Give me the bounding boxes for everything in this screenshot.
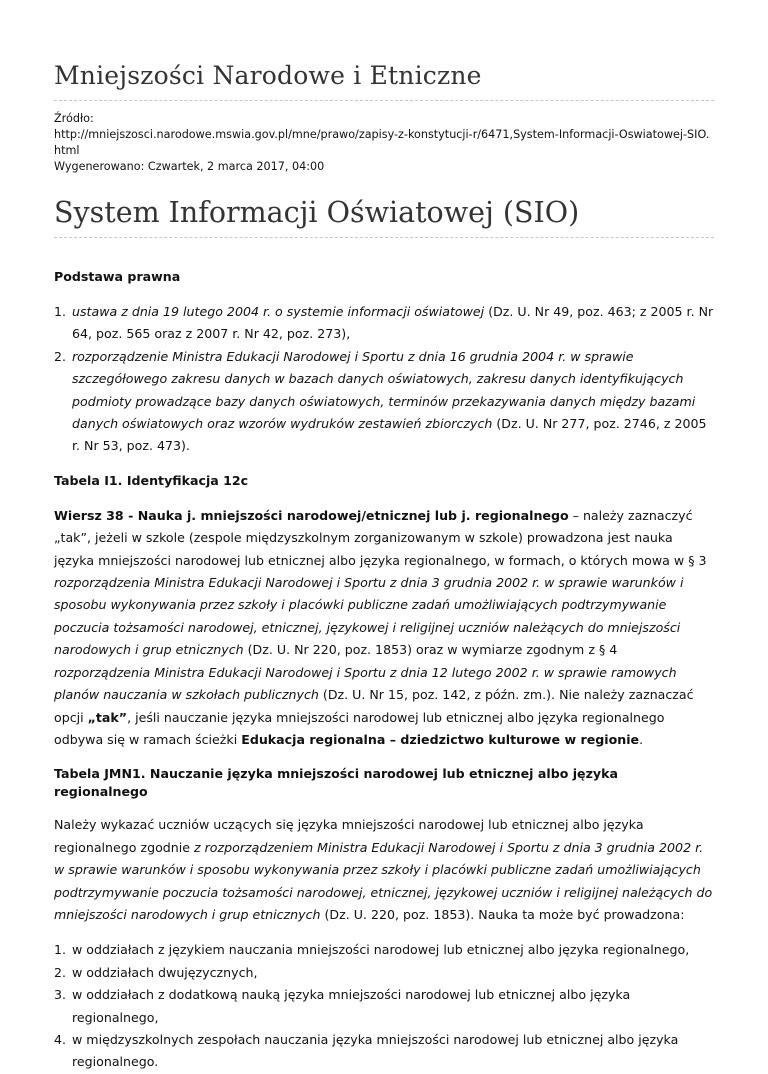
paragraph-text: . [639, 731, 644, 747]
list-item [54, 301, 714, 346]
paragraph-text: Należy wykazać uczniów uczących się języka mniejszości narodowej lub etnicznej albo języka regionalnego zgodnie [54, 817, 644, 855]
list-item [54, 939, 714, 961]
list-number: 2. [54, 348, 67, 364]
source-label: Źródło: [54, 112, 94, 125]
list-number: 3. [54, 987, 67, 1003]
path-name: Edukacja regionalna – dziedzictwo kulturowe w regionie [241, 731, 640, 747]
regulation-title: rozporządzenia Ministra Edukacji Narodowej i Sportu z dnia 12 lutego 2002 r. w sprawie ramowych planów nauczania w szkołach publicznych [54, 664, 677, 703]
list-number: 1. [54, 942, 67, 958]
list-text: w oddziałach dwujęzycznych, [72, 964, 258, 980]
divider [54, 100, 714, 101]
paragraph-text: (Dz. U. Nr 220, poz. 1853) oraz w wymiarze zgodnym z § 4 [243, 642, 618, 658]
paragraph-text: – należy zaznaczyć „tak”, jeżeli w szkole (zespole międzyszkolnym zorganizowanym w szkole) prowadzona jest nauka języka mniejszości narodowej lub etnicznej albo języka regionalnego, w formach, o których mowa w § 3 [54, 507, 707, 568]
row-38-title: Wiersz 38 - Nauka j. mniejszości narodowej/etnicznej lub j. regionalnego [54, 507, 569, 523]
site-title: Mniejszości Narodowe i Etniczne [54, 61, 482, 90]
paragraph-text: (Dz. U. 220, poz. 1853). Nauka ta może być prowadzona: [320, 906, 685, 922]
legal-basis-section [54, 268, 714, 458]
list-text: w międzyszkolnych zespołach nauczania języka mniejszości narodowej lub etnicznej albo języka regionalnego. [72, 1031, 679, 1070]
regulation-title: z rozporządzeniem Ministra Edukacji Narodowej i Sportu z dnia 3 grudnia 2002 r. w sprawie warunków i sposobu wykonywania przez szkoły i placówki publiczne zadań umożliwiających podtrzymywanie poczucia tożsamości narodowej, etnicznej, językowej uczniów i religijnej należących do mniejszości narodowych i grup etnicznych [54, 839, 713, 922]
act-reference: (Dz. U. Nr 277, poz. 2746, z 2005 r. Nr 53, poz. 473). [72, 416, 707, 454]
act-reference: (Dz. U. Nr 49, poz. 463; z 2005 r. Nr 64, poz. 565 oraz z 2007 r. Nr 42, poz. 273), [72, 304, 714, 342]
list-text: w oddziałach z językiem nauczania mniejszości narodowej lub etnicznej albo języka regionalnego, [72, 942, 690, 958]
source-url[interactable]: http://mniejszosci.narodowe.mswia.gov.pl/mne/prawo/zapisy-z-konstytucji-r/6471,System-Informacji-Oswiatowej-SIO.html [54, 128, 710, 157]
paragraph-text: , jeśli nauczanie języka mniejszości narodowej lub etnicznej albo języka regionalnego odbywa się w ramach ścieżki [54, 709, 665, 747]
list-item [54, 1029, 714, 1074]
document-title: System Informacji Oświatowej (SIO) [54, 196, 580, 229]
generated-date: Wygenerowano: Czwartek, 2 marca 2017, 04:00 [54, 160, 325, 173]
act-title: ustawa z dnia 19 lutego 2004 r. o systemie informacji oświatowej [72, 304, 485, 319]
paragraph-text: (Dz. U. Nr 15, poz. 142, z późn. zm.). Nie należy zaznaczać opcji [54, 687, 694, 725]
table-i1-section [54, 472, 714, 751]
act-title: rozporządzenie Ministra Edukacji Narodowej i Sportu z dnia 16 grudnia 2004 r. w sprawie szczegółowego zakresu danych w bazach danych oświatowych, zakresu danych identyfikujących podmioty prowadzące bazy danych oświatowych, terminów przekazywania danych między bazami danych oświatowych oraz wzorów wydruków zestawień zbiorczych [72, 348, 696, 432]
jmn1-paragraph [54, 814, 714, 926]
list-item [54, 962, 714, 984]
row-38-paragraph [54, 505, 714, 751]
legal-basis-heading: Podstawa prawna [54, 269, 181, 284]
list-text: w oddziałach z dodatkową nauką języka mniejszości narodowej lub etnicznej albo języka regionalnego, [72, 987, 631, 1025]
list-item [54, 346, 714, 458]
list-number: 1. [54, 304, 67, 319]
legal-basis-list [54, 301, 714, 458]
list-item [54, 984, 714, 1029]
source-meta [54, 111, 714, 175]
option-tak: „tak” [87, 709, 128, 725]
table-jmn1-section [54, 765, 714, 1073]
list-number: 2. [54, 964, 67, 980]
list-number: 4. [54, 1031, 67, 1047]
jmn1-list [54, 939, 714, 1073]
divider [54, 237, 714, 238]
table-jmn1-heading: Tabela JMN1. Nauczanie języka mniejszości narodowej lub etnicznej albo języka regionalnego [54, 766, 619, 800]
regulation-title: rozporządzenia Ministra Edukacji Narodowej i Sportu z dnia 3 grudnia 2002 r. w sprawie warunków i sposobu wykonywania przez szkoły i placówki publiczne zadań umożliwiających podtrzymywanie poczucia tożsamości narodowej, etnicznej, językowej i religijnej uczniów należących do mniejszości narodowych i grup etnicznych [54, 575, 684, 658]
table-i1-heading: Tabela I1. Identyfikacja 12c [54, 472, 249, 488]
